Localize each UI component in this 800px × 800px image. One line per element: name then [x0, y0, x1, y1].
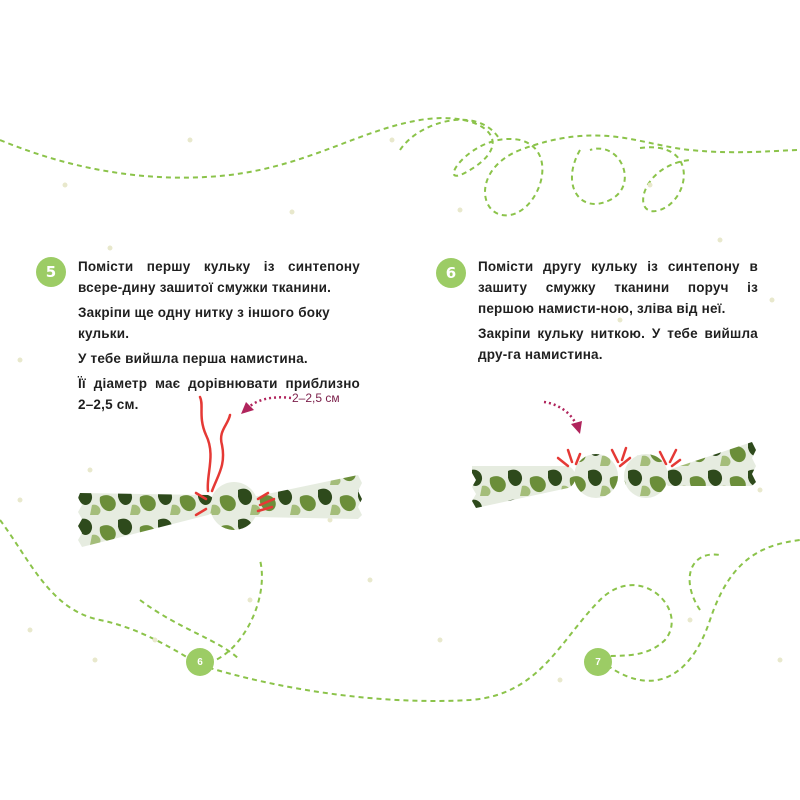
page-number-left-label: 6 [197, 656, 203, 668]
dotted-arrow-icon [540, 396, 590, 440]
fabric-two-beads-illustration [468, 436, 758, 546]
step-6-number: 6 [445, 264, 457, 282]
fabric-one-bead-illustration [78, 395, 362, 555]
step-6-badge [436, 258, 466, 288]
step-5-line-1: Помісти першу кульку із синтепону всере-дину зашитої смужки тканини. [78, 259, 360, 295]
step-5-badge [36, 257, 66, 287]
step-6-line-1: Помісти другу кульку із синтепону в зашиту смужку тканини поруч із першою намисти-ною, зліва від неї. [478, 259, 758, 316]
page-number-left [186, 648, 214, 676]
page-number-right [584, 648, 612, 676]
page-number-right-label: 7 [595, 656, 601, 668]
step-6-line-2: Закріпи кульку ниткою. У тебе вийшла дру-га намистина. [478, 326, 758, 362]
step-5-line-2: Закріпи ще одну нитку з іншого боку кульки. [78, 305, 330, 341]
diameter-label: 2–2,5 см [292, 391, 340, 405]
step-5-line-4: Її діаметр має дорівнювати приблизно 2–2,5 см. [78, 376, 360, 412]
step-5-line-3: У тебе вийшла перша намистина. [78, 351, 308, 366]
step-5-number: 5 [45, 263, 57, 281]
step-6-instructions [478, 256, 758, 369]
